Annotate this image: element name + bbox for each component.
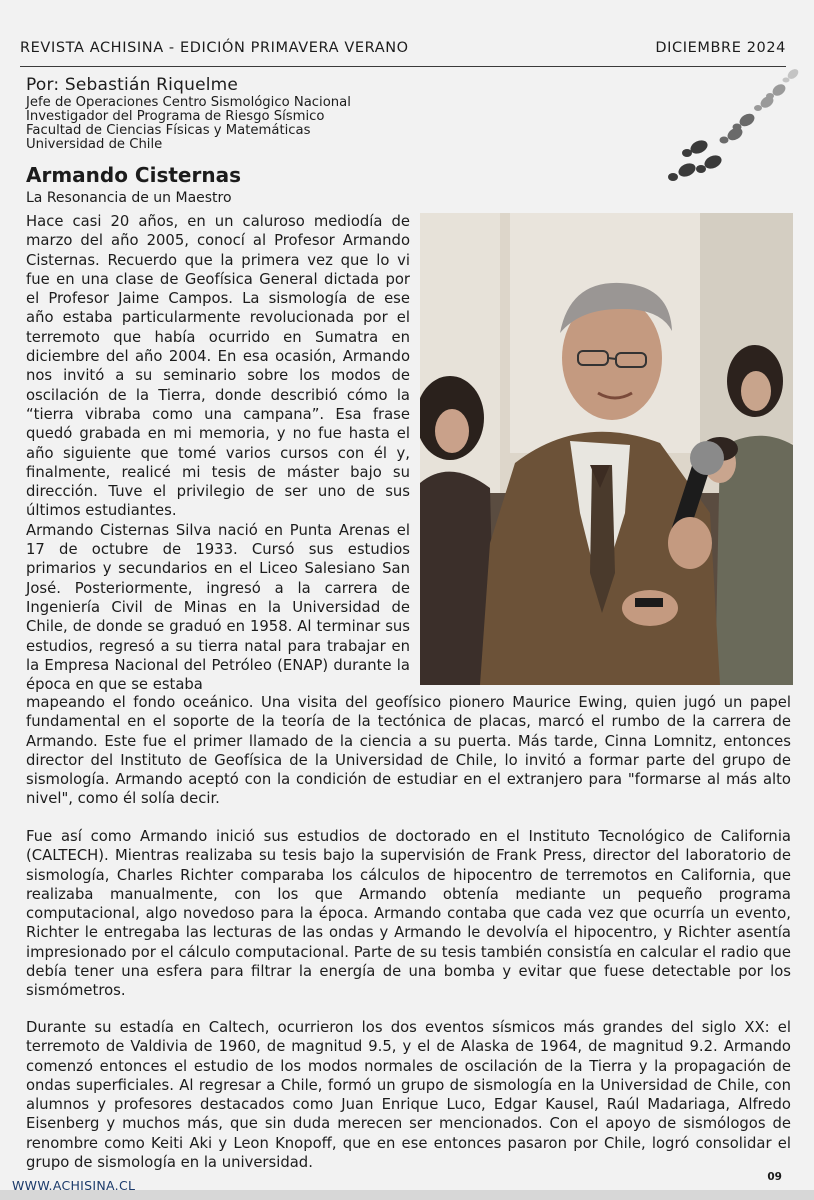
issue-date: DICIEMBRE 2024 — [655, 40, 786, 56]
paragraph: Hace casi 20 años, en un caluroso mediodía de marzo del año 2005, conocí al Profesor Armando Cisternas. Recuerdo que la primera vez que lo vi fue en una clase de Geofísica General dictada por el Profesor Jaime Campos. La sismología de ese año estaba particularmente revolucionada por el terremoto que había ocurrido en Sumatra en diciembre del año 2004. En esa ocasión, Armando nos invitó a su seminario sobre los modos de oscilación de la Tierra, donde describió cómo la “tierra vibraba como una campana”. Esa frase quedó grabada en mi memoria, y no fue hasta el año siguiente que tomé varios cursos con él y, finalmente, realicé mi tesis de máster bajo su dirección. Tuve el privilegio de ser uno de sus últimos estudiantes. — [26, 213, 410, 520]
article-paragraph-block — [26, 827, 791, 1001]
article-title: Armando Cisternas — [26, 163, 241, 187]
paragraph: Fue así como Armando inició sus estudios de doctorado en el Instituto Tecnológico de California (CALTECH). Mientras realizaba su tesis bajo la supervisión de Frank Press, director del laboratorio de sismología, Charles Richter comparaba los cálculos de hipocentro de terremotos en California, que realizaba manualmente, con los que Armando obtenía mediante un pequeño programa computacional, algo novedoso para la época. Armando contaba que cada vez que ocurría un evento, Richter le entregaba las lecturas de las ondas y Armando le devolvía el hipocentro, y Richter asentía impresionado por el cálculo computacional. Parte de su tesis también consistía en calcular el radio que debía tener una esfera para filtrar la energía de una bomba y evitar que fuese detectable por los sismómetros. — [26, 828, 791, 1000]
paragraph: Durante su estadía en Caltech, ocurrieron los dos eventos sísmicos más grandes del siglo XX: el terremoto de Valdivia de 1960, de magnitud 9.5, y el de Alaska de 1964, de magnitud 9.2. Armando comenzó entonces el estudio de los modos normales de oscilación de la Tierra y la propagación de ondas superficiales. Al regresar a Chile, formó un grupo de sismología en la Universidad de Chile, con alumnos y profesores destacados como Juan Enrique Luco, Edgar Kausel, Raúl Madariaga, Alfredo Eisenberg y muchos más, que sin duda merecen ser mencionados. Con el apoyo de sismólogos de renombre como Keiti Aki y Leon Knopoff, que en ese entonces pasaron por Chile, logró consolidar el grupo de sismología en la universidad. — [26, 1019, 791, 1172]
author-byline: Por: Sebastián Riquelme — [26, 75, 239, 95]
author-role: Investigador del Programa de Riesgo Sísmico — [26, 109, 325, 124]
website-link[interactable]: WWW.ACHISINA.CL — [12, 1178, 136, 1193]
author-role: Jefe de Operaciones Centro Sismológico Nacional — [26, 95, 351, 110]
footprints-icon — [655, 62, 805, 187]
author-role: Facultad de Ciencias Físicas y Matemáticas — [26, 123, 311, 138]
speaker-photo — [420, 213, 793, 685]
page-header — [20, 40, 786, 60]
article-paragraph-block — [26, 1018, 791, 1172]
speaker-with-microphone-photo — [420, 213, 793, 685]
author-role: Universidad de Chile — [26, 137, 163, 152]
paragraph: Armando Cisternas Silva nació en Punta Arenas el 17 de octubre de 1933. Cursó sus estudios primarios y secundarios en el Liceo Salesiano San José. Posteriormente, ingresó a la carrera de Ingeniería Civil de Minas en la Universidad de Chile, de donde se graduó en 1958. Al terminar sus estudios, regresó a su tierra natal para trabajar en la Empresa Nacional del Petróleo (ENAP) durante la época en que se estaba — [26, 521, 410, 694]
article-column — [26, 212, 410, 694]
article-subtitle: La Resonancia de un Maestro — [26, 190, 232, 206]
paragraph: mapeando el fondo oceánico. Una visita del geofísico pionero Maurice Ewing, quien jugó un papel fundamental en el soporte de la teoría de la tectónica de placas, marcó el rumbo de la carrera de Armando. Este fue el primer llamado de la ciencia a su puerta. Más tarde, Cinna Lomnitz, entonces director del Instituto de Geofísica de la Universidad de Chile, lo invitó a formar parte del grupo de sismología. Armando aceptó con la condición de estudiar en el extranjero para "formarse al más alto nivel", como él solía decir. — [26, 694, 791, 808]
page-number: 09 — [767, 1171, 782, 1183]
article-paragraph-block — [26, 693, 791, 809]
magazine-title: REVISTA ACHISINA - EDICIÓN PRIMAVERA VERANO — [20, 40, 409, 56]
